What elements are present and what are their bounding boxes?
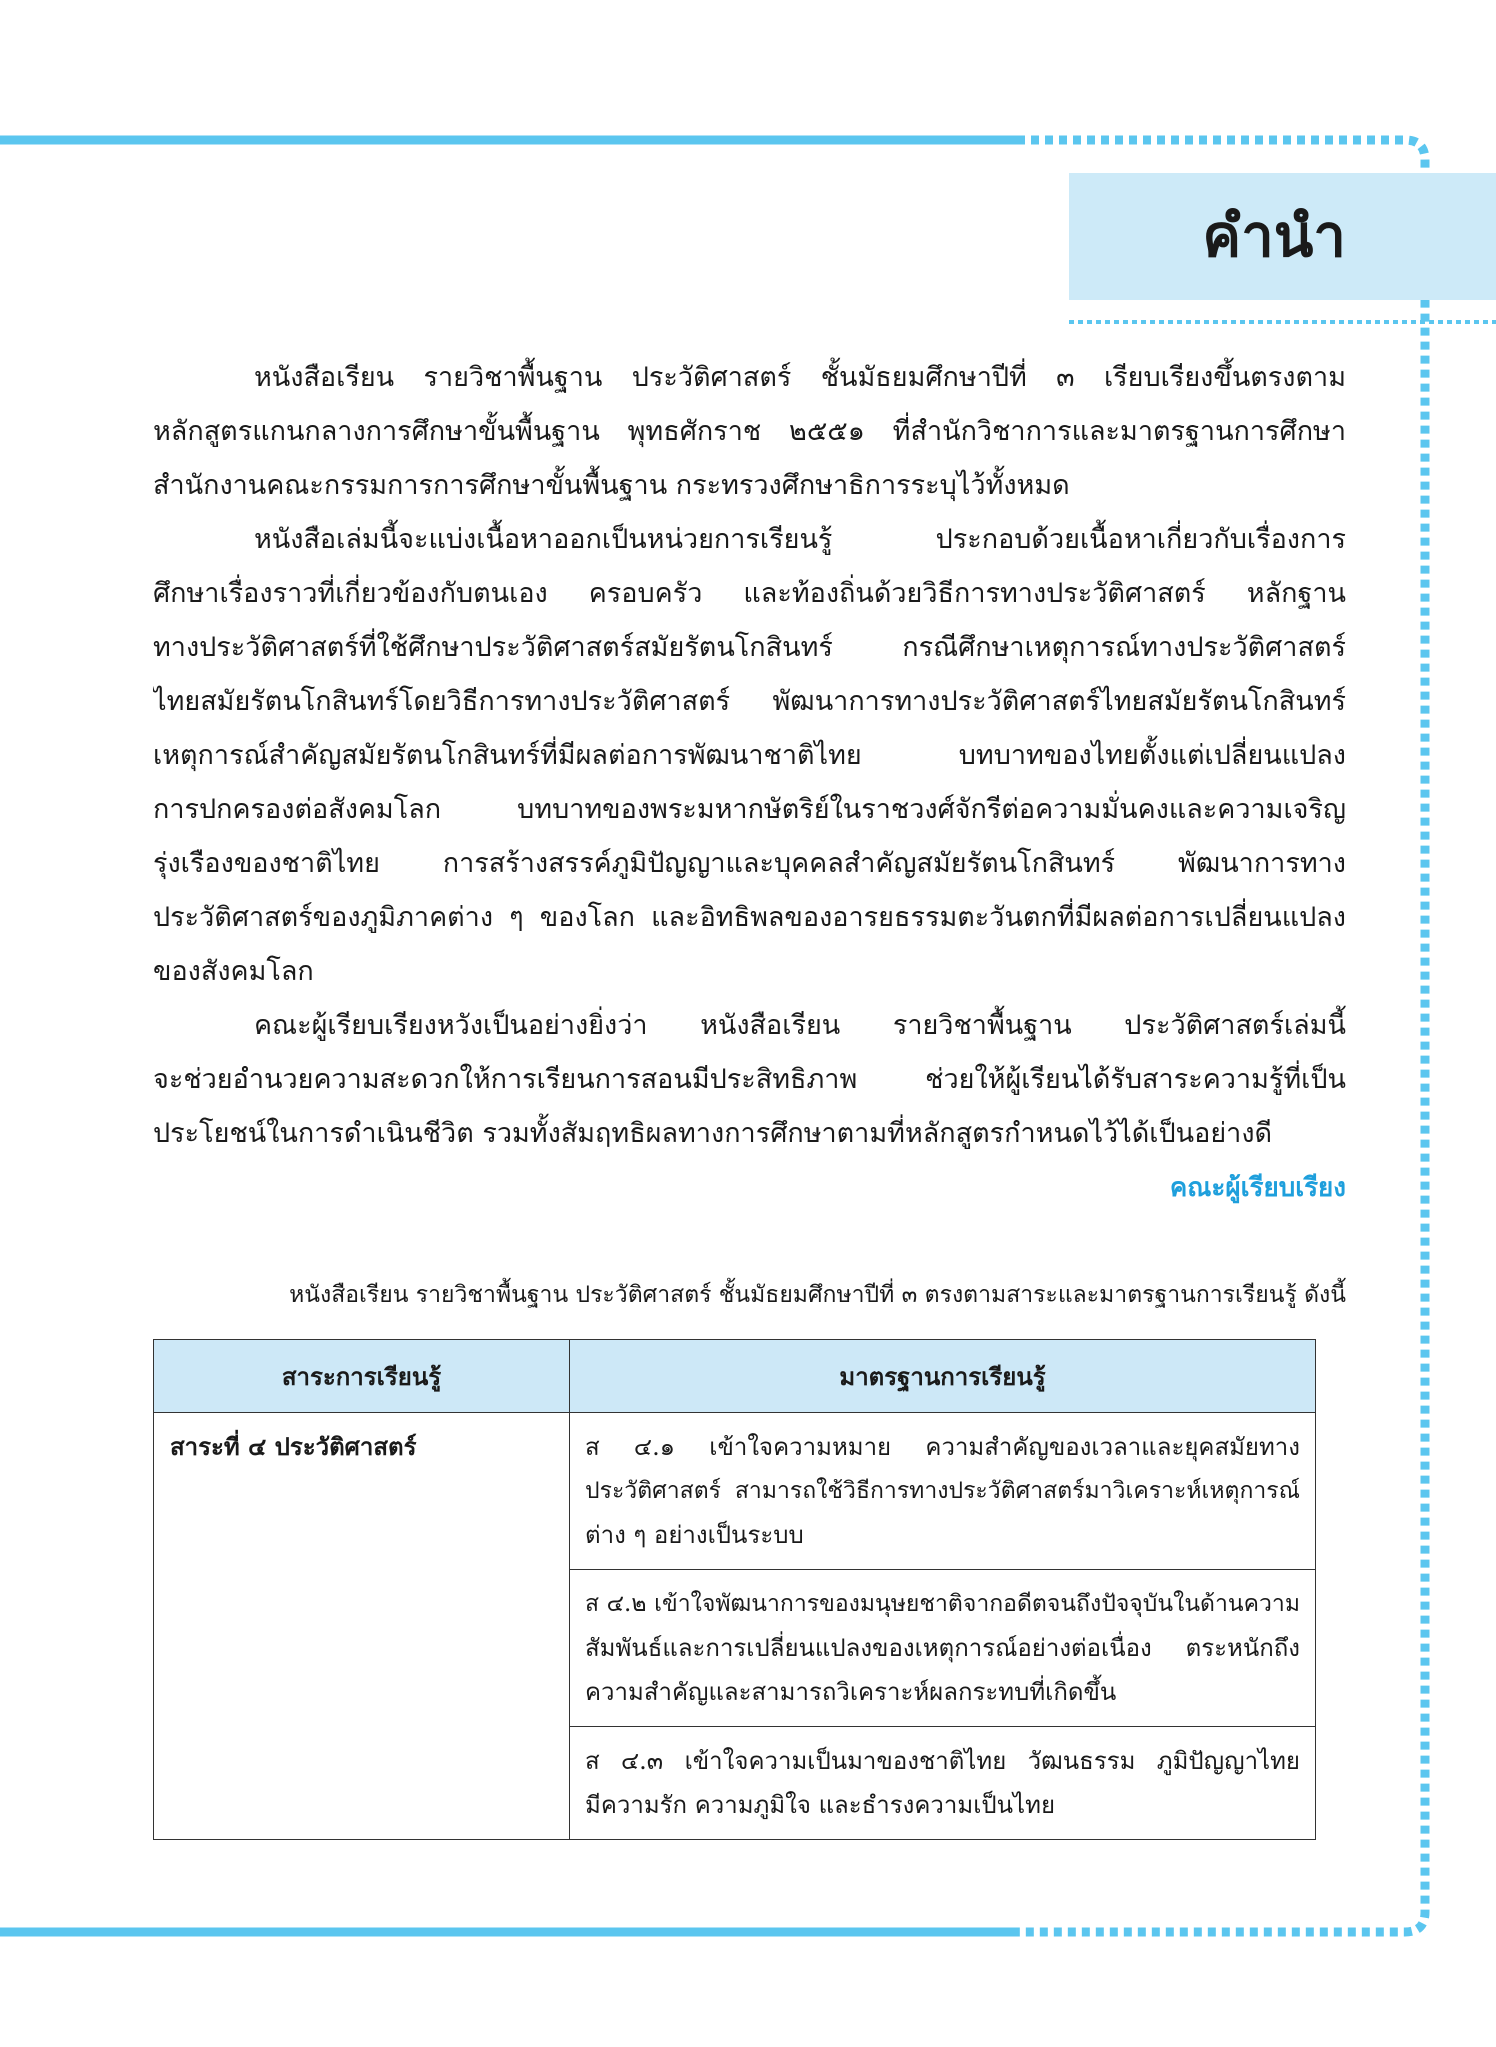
preface-line: คณะผู้เรียบเรียงหวังเป็นอย่างยิ่งว่า หนังสือเรียน รายวิชาพื้นฐาน ประวัติศาสตร์เล่มนี้	[254, 1010, 1346, 1041]
table-header-row	[154, 1340, 1316, 1413]
preface-line: ของสังคมโลก	[153, 956, 314, 987]
preface-paragraph	[153, 513, 1346, 999]
preface-line: สำนักงานคณะกรรมการการศึกษาขั้นพื้นฐาน กระทรวงศึกษาธิการระบุไว้ทั้งหมด	[153, 470, 1070, 501]
preface-line: เหตุการณ์สำคัญสมัยรัตนโกสินทร์ที่มีผลต่อการพัฒนาชาติไทย บทบาทของไทยตั้งแต่เปลี่ยนแปลง	[153, 740, 1346, 771]
standard-cell	[570, 1570, 1316, 1727]
preface-line: รุ่งเรืองของชาติไทย การสร้างสรรค์ภูมิปัญญาและบุคคลสำคัญสมัยรัตนโกสินทร์ พัฒนาการทาง	[153, 848, 1346, 879]
standard-line: มีความรัก ความภูมิใจ และธำรงความเป็นไทย	[585, 1791, 1056, 1819]
preface-line: ไทยสมัยรัตนโกสินทร์โดยวิธีการทางประวัติศาสตร์ พัฒนาการทางประวัติศาสตร์ไทยสมัยรัตนโกสินทร์	[153, 686, 1346, 717]
standard-line: ประวัติศาสตร์ สามารถใช้วิธีการทางประวัติศาสตร์มาวิเคราะห์เหตุการณ์	[585, 1478, 1300, 1504]
preface-line: หลักสูตรแกนกลางการศึกษาขั้นพื้นฐาน พุทธศักราช ๒๕๕๑ ที่สำนักวิชาการและมาตรฐานการศึกษา	[153, 416, 1346, 447]
standard-line: ส ๔.๓ เข้าใจความเป็นมาของชาติไทย วัฒนธรรม ภูมิปัญญาไทย	[585, 1747, 1300, 1775]
standards-intro: หนังสือเรียน รายวิชาพื้นฐาน ประวัติศาสตร์ ชั้นมัธยมศึกษาปีที่ ๓ ตรงตามสาระและมาตรฐานการเรียนรู้ ดังนี้	[289, 1282, 1346, 1308]
title-box	[1069, 173, 1496, 300]
standard-line: ต่าง ๆ อย่างเป็นระบบ	[585, 1521, 804, 1549]
preface-line: หนังสือเรียน รายวิชาพื้นฐาน ประวัติศาสตร์ ชั้นมัธยมศึกษาปีที่ ๓ เรียบเรียงขึ้นตรงตาม	[254, 362, 1346, 393]
standard-cell	[570, 1727, 1316, 1840]
preface-line: ประวัติศาสตร์ของภูมิภาคต่าง ๆ ของโลก และอิทธิพลของอารยธรรมตะวันตกที่มีผลต่อการเปลี่ยนแปลง	[153, 902, 1346, 933]
standard-line: ความสำคัญและสามารถวิเคราะห์ผลกระทบที่เกิดขึ้น	[585, 1678, 1117, 1706]
preface-line: การปกครองต่อสังคมโลก บทบาทของพระมหากษัตริย์ในราชวงศ์จักรีต่อความมั่นคงและความเจริญ	[153, 794, 1346, 825]
table-row	[154, 1413, 1316, 1570]
preface-line: หนังสือเล่มนี้จะแบ่งเนื้อหาออกเป็นหน่วยการเรียนรู้ ประกอบด้วยเนื้อหาเกี่ยวกับเรื่องการ	[254, 524, 1346, 555]
standard-line: ส ๔.๒ เข้าใจพัฒนาการของมนุษยชาติจากอดีตจนถึงปัจจุบันในด้านความ	[585, 1591, 1300, 1617]
standard-cell	[570, 1413, 1316, 1570]
standards-table	[153, 1339, 1316, 1840]
preface-line: ทางประวัติศาสตร์ที่ใช้ศึกษาประวัติศาสตร์สมัยรัตนโกสินทร์ กรณีศึกษาเหตุการณ์ทางประวัติศาสตร์	[153, 632, 1346, 663]
signature: คณะผู้เรียบเรียง	[1169, 1173, 1346, 1203]
strand-label: สาระที่ ๔ ประวัติศาสตร์	[170, 1432, 417, 1461]
page-title: คำนำ	[1202, 202, 1346, 270]
preface-line: จะช่วยอำนวยความสะดวกให้การเรียนการสอนมีประสิทธิภาพ ช่วยให้ผู้เรียนได้รับสาระความรู้ที่เป็น	[153, 1064, 1346, 1095]
preface-paragraph	[153, 999, 1346, 1161]
preface-line: ประโยชน์ในการดำเนินชีวิต รวมทั้งสัมฤทธิผลทางการศึกษาตามที่หลักสูตรกำหนดไว้ได้เป็นอย่างดี	[153, 1118, 1273, 1149]
standard-line: ส ๔.๑ เข้าใจความหมาย ความสำคัญของเวลาและยุคสมัยทาง	[585, 1433, 1300, 1461]
strand-cell	[154, 1413, 570, 1840]
header-strand: สาระการเรียนรู้	[154, 1340, 570, 1413]
preface-body	[153, 351, 1346, 1215]
preface-line: ศึกษาเรื่องราวที่เกี่ยวข้องกับตนเอง ครอบครัว และท้องถิ่นด้วยวิธีการทางประวัติศาสตร์ หลักฐาน	[153, 578, 1346, 609]
header-standards: มาตรฐานการเรียนรู้	[570, 1340, 1316, 1413]
preface-paragraph	[153, 351, 1346, 513]
standard-line: สัมพันธ์และการเปลี่ยนแปลงของเหตุการณ์อย่างต่อเนื่อง ตระหนักถึง	[585, 1634, 1300, 1662]
